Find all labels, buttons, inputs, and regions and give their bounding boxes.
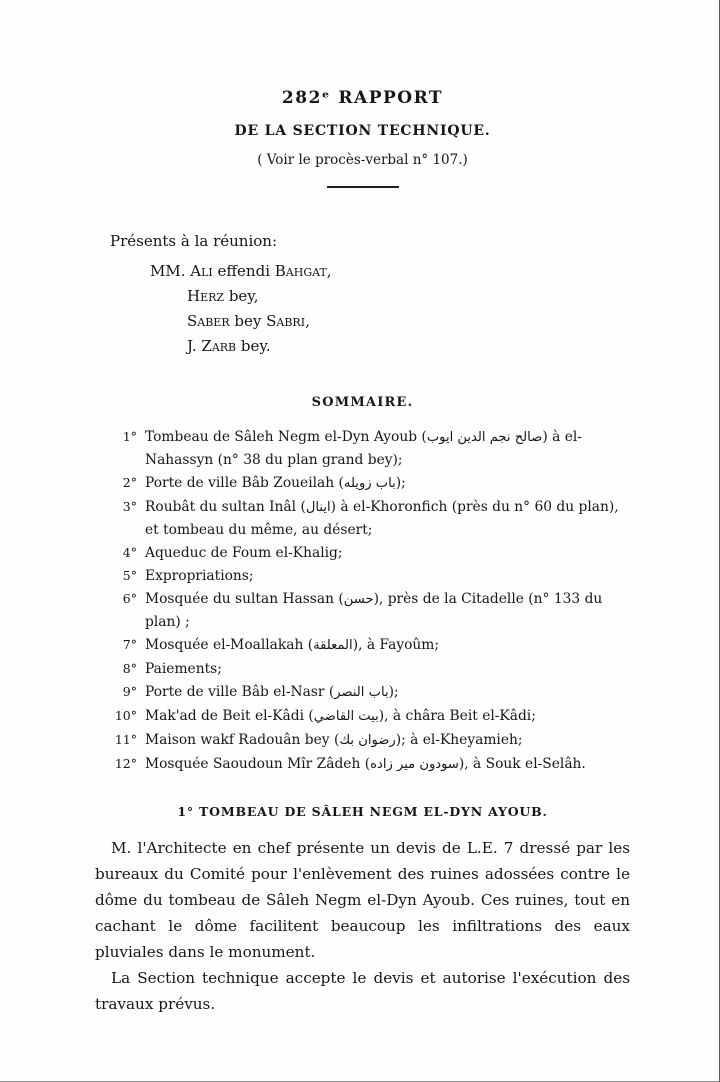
arabic-text: باب النصر — [334, 685, 389, 700]
item-number: 7° — [122, 637, 137, 652]
item-text — [145, 658, 630, 680]
text-segment: , — [326, 262, 332, 280]
person-name: Bahgat — [274, 262, 327, 280]
item-number: 12° — [114, 756, 137, 771]
item-text — [145, 634, 630, 657]
text-segment: Roubât du sultan Inâl ( — [145, 499, 306, 515]
text-segment: ), à châra Beit el-Kâdi; — [378, 708, 536, 724]
text-segment: Mosquée du sultan Hassan ( — [145, 591, 344, 607]
summary-item — [107, 658, 630, 680]
text-segment: Mosquée el-Moallakah ( — [145, 637, 314, 653]
item-text — [145, 588, 630, 633]
text-segment: Maison wakf Radouân bey ( — [145, 732, 340, 748]
text-segment: Tombeau de Sâleh Negm el-Dyn Ayoub ( — [145, 429, 427, 445]
text-segment: bey, — [224, 287, 259, 305]
person-name: Herz — [187, 287, 225, 305]
arabic-text: حسن — [343, 592, 374, 607]
arabic-text: رضوان بك — [339, 733, 396, 748]
attendees-list — [150, 259, 630, 359]
text-segment: Aqueduc de Foum el-Khalig; — [145, 545, 343, 561]
section-paragraphs — [95, 835, 630, 1017]
item-number: 11° — [114, 732, 137, 747]
summary-item — [107, 472, 630, 495]
text-segment: effendi — [212, 262, 275, 280]
section-divider — [327, 186, 399, 188]
reference-note: ( Voir le procès-verbal n° 107.) — [257, 152, 468, 168]
body-paragraph: La Section technique accepte le devis et autorise l'exécution des travaux prévus. — [95, 969, 630, 1013]
item-number: 1° — [122, 429, 137, 444]
item-number: 6° — [122, 591, 137, 606]
text-segment: bey — [229, 312, 267, 330]
item-text — [145, 753, 630, 776]
section-heading: 1° TOMBEAU DE SÂLEH NEGM EL-DYN AYOUB. — [177, 804, 548, 819]
report-title: 282ᵉ RAPPORT — [281, 88, 444, 108]
item-number: 3° — [122, 499, 137, 514]
text-segment: Mosquée Saoudoun Mîr Zâdeh ( — [145, 756, 371, 772]
text-segment: ), à Souk el-Selâh. — [458, 756, 586, 772]
summary-list — [95, 426, 630, 776]
arabic-text: باب زويله — [343, 476, 396, 491]
item-number: 5° — [122, 568, 137, 583]
report-subtitle: DE LA SECTION TECHNIQUE. — [234, 123, 491, 139]
arabic-text: اينال — [305, 500, 331, 515]
arabic-text: سودون مير زاده — [370, 757, 459, 772]
summary-heading: SOMMAIRE. — [311, 395, 414, 410]
text-segment: bey. — [236, 337, 271, 355]
text-segment: J. — [187, 337, 202, 355]
item-text — [145, 681, 630, 704]
arabic-text: بيت القاضي — [313, 709, 379, 724]
text-segment: , — [305, 312, 310, 330]
summary-item — [107, 542, 630, 564]
summary-item — [107, 588, 630, 633]
person-name: Sabri — [266, 312, 306, 330]
item-number: 4° — [122, 545, 137, 560]
text-segment: ) à el-Nahassyn (n° 38 du plan grand bey); — [145, 429, 582, 468]
person-name: Ali — [190, 262, 213, 280]
summary-item — [107, 496, 630, 541]
summary-item — [107, 634, 630, 657]
item-text — [145, 705, 630, 728]
attendee-line — [187, 334, 630, 359]
text-segment: MM. — [150, 262, 191, 280]
text-segment: ); — [395, 475, 406, 491]
item-number: 9° — [122, 684, 137, 699]
item-text — [145, 729, 630, 752]
arabic-text: المعلقة — [313, 638, 353, 653]
item-text — [145, 565, 630, 587]
item-number: 10° — [114, 708, 137, 723]
attendee-line — [150, 259, 630, 284]
text-segment: Porte de ville Bâb el-Nasr ( — [145, 684, 335, 700]
text-segment: ); — [388, 684, 399, 700]
text-segment: ), près de la Citadelle (n° 133 du plan) ; — [145, 591, 603, 630]
attendance-label: Présents à la réunion: — [110, 232, 277, 250]
text-segment: Porte de ville Bâb Zoueilah ( — [145, 475, 344, 491]
summary-item — [107, 729, 630, 752]
summary-item — [107, 565, 630, 587]
attendee-line — [187, 284, 630, 309]
text-segment: ); à el-Kheyamieh; — [395, 732, 523, 748]
summary-item — [107, 681, 630, 704]
summary-item — [107, 753, 630, 776]
text-segment: Expropriations; — [145, 568, 254, 584]
person-name: Zarb — [201, 337, 237, 355]
text-segment: Paiements; — [145, 661, 222, 677]
item-number: 2° — [122, 475, 137, 490]
arabic-text: صالح نجم الدين ايوب — [426, 430, 543, 445]
summary-item — [107, 705, 630, 728]
item-text — [145, 472, 630, 495]
text-segment: ) à el-Khoronfich (près du n° 60 du plan), et tombeau du même, au désert; — [145, 499, 619, 538]
item-text — [145, 496, 630, 541]
summary-item — [107, 426, 630, 471]
body-paragraph: M. l'Architecte en chef présente un devis de L.E. 7 dressé par les bureaux du Comité pour l'enlèvement des ruines adossées contre le dôme du tombeau de Sâleh Negm el-Dyn Ayoub. Ces ruines, tout en cachant le dôme facilitent beaucoup les infiltrations des eaux pluviales dans le monument. — [95, 839, 630, 961]
item-text — [145, 426, 630, 471]
document-content — [95, 88, 630, 1017]
text-segment: Mak'ad de Beit el-Kâdi ( — [145, 708, 314, 724]
item-number: 8° — [122, 661, 137, 676]
text-segment: ), à Fayoûm; — [352, 637, 440, 653]
attendee-line — [187, 309, 630, 334]
person-name: Saber — [187, 312, 230, 330]
item-text — [145, 542, 630, 564]
